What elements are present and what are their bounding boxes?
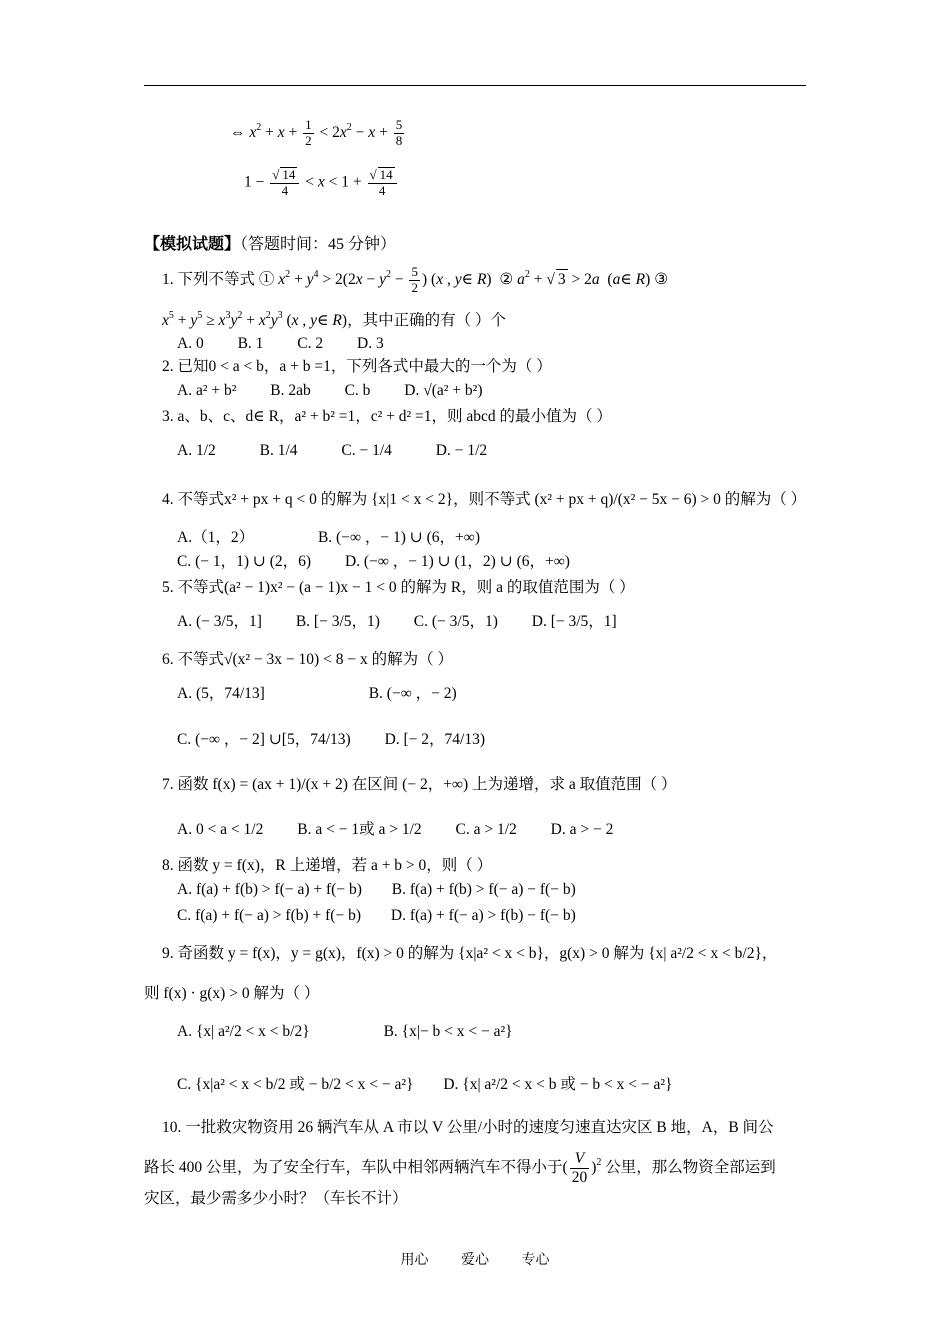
q6-option-a[interactable]: A. (5，74/13] [177, 685, 265, 702]
q5-option-d[interactable]: D. [− 3/5，1] [531, 613, 617, 630]
q6-option-d[interactable]: D. [− 2，74/13) [384, 731, 486, 748]
question-1-stem: 1. 下列不等式 ① $x^2 + y^4 > 2(2x - y^2$ − $\frac{5}{2}$ ) (x , y∈ R) ② $a^2$ + √ 3 > 2a (a∈ R) ③ [162, 265, 668, 296]
q10-text-a: 路长 400 公里，为了安全行车，车队中相邻两辆汽车不得小于 [144, 1158, 563, 1176]
q10-text-b: 公里，那么物资全部运到 [605, 1158, 776, 1176]
question-6-stem: 6. 不等式√(x² − 3x − 10) < 8 − x 的解为（ ） [162, 651, 453, 668]
q1-label-3: ③ [654, 271, 669, 288]
q2-option-d[interactable]: D. √(a² + b²) [404, 382, 483, 399]
q9-option-d[interactable]: D. {x| a²/2 < x < b 或 − b < x < − a²} [443, 1076, 673, 1093]
q1-label: 1. 下列不等式 ① [162, 271, 275, 288]
question-7-stem: 7. 函数 f(x) = (ax + 1)/(x + 2) 在区间 (− 2，+∞) 上为递增，求 a 取值范围（ ） [162, 776, 677, 793]
question-10-line-2: 路长 400 公里，为了安全行车，车队中相邻两辆汽车不得小于( $\frac{V}{20}$ )$^2$ 公里，那么物资全部运到 [144, 1150, 776, 1186]
question-9-options-2 [177, 1075, 672, 1095]
question-1-options [177, 334, 384, 354]
q6-option-b[interactable]: B. (−∞ ，− 2) [368, 685, 457, 702]
q5-option-a[interactable]: A. (− 3/5，1] [177, 613, 262, 630]
q4-option-d[interactable]: D. (−∞ ，− 1) ∪ (1，2) ∪ (6，+∞) [344, 553, 570, 570]
q8-option-a[interactable]: A. f(a) + f(b) > f(− a) + f(− b) [177, 881, 362, 898]
q3-option-a[interactable]: A. 1/2 [177, 442, 216, 459]
section-title-text: 【模拟试题】 [144, 236, 241, 253]
q2-option-c[interactable]: C. b [344, 382, 371, 399]
q2-option-a[interactable]: A. a² + b² [177, 382, 237, 399]
q1-option-b[interactable]: B. 1 [237, 335, 264, 352]
q2-option-b[interactable]: B. 2ab [270, 382, 311, 399]
q7-option-d[interactable]: D. a > − 2 [550, 821, 614, 838]
question-3-options [177, 441, 487, 461]
intro-line-1: ⇔ $x^2 + x$ + $\frac{1}{2}$ < $2x^2 - x$ + $\frac{5}{8}$ [230, 117, 403, 148]
q5-option-b[interactable]: B. [− 3/5，1) [295, 613, 380, 630]
footer-word-1: 用心 [400, 1252, 429, 1268]
q4-option-c[interactable]: C. (− 1，1) ∪ (2，6) [177, 553, 312, 570]
intro-line-2: 1 − √ $\frac{14}{4}$ < x < 1 + √ $\frac{14}{4}$ [244, 167, 399, 199]
q1-option-d[interactable]: D. 3 [357, 335, 384, 352]
q7-option-b[interactable]: B. a < − 1或 a > 1/2 [297, 821, 422, 838]
q1-label-2: ② [499, 271, 518, 288]
q8-option-c[interactable]: C. f(a) + f(− a) > f(b) + f(− b) [177, 907, 361, 924]
q5-option-c[interactable]: C. (− 3/5，1) [413, 613, 498, 630]
question-5-stem: 5. 不等式(a² − 1)x² − (a − 1)x − 1 < 0 的解为 R，则 a 的取值范围为（ ） [162, 579, 635, 596]
question-7-options [177, 820, 613, 840]
q9-option-c[interactable]: C. {x|a² < x < b/2 或 − b/2 < x < − a²} [177, 1076, 414, 1093]
question-8-stem: 8. 函数 y = f(x)，R 上递增，若 a + b > 0，则（ ） [162, 857, 493, 874]
question-4-stem: 4. 不等式x² + px + q < 0 的解为 {x|1 < x < 2}，则不等式 (x² + px + q)/(x² − 5x − 6) > 0 的解为（ ） [162, 491, 807, 508]
q8-option-d[interactable]: D. f(a) + f(− a) > f(b) − f(− b) [390, 907, 576, 924]
question-6-options-1 [177, 684, 457, 704]
q1-option-c[interactable]: C. 2 [297, 335, 324, 352]
question-10-line-3: 灾区，最少需多少小时？（车长不计） [144, 1190, 408, 1207]
q7-option-c[interactable]: C. a > 1/2 [455, 821, 517, 838]
q4-option-b[interactable]: B. (−∞ ，− 1) ∪ (6，+∞) [317, 529, 480, 546]
question-10-line-1: 10. 一批救灾物资用 26 辆汽车从 A 市以 V 公里/小时的速度匀速直达灾区 B 地，A，B 间公 [162, 1119, 774, 1136]
q1-option-a[interactable]: A. 0 [177, 335, 204, 352]
q9-option-a[interactable]: A. {x| a²/2 < x < b/2} [177, 1023, 310, 1040]
question-8-options-1 [177, 880, 576, 900]
question-9-stem: 9. 奇函数 y = f(x)，y = g(x)，f(x) > 0 的解为 {x|a² < x < b}，g(x) > 0 解为 {x| a²/2 < x < b/2}， [162, 945, 778, 962]
q1-tail: ，其中正确的有（ ）个 [347, 312, 506, 329]
question-1-stem-2: $x^5 + y^5 \ge x^3y^2 + x^2y^3$ (x , y∈ R)，其中正确的有（ ）个 [162, 310, 506, 329]
q3-option-b[interactable]: B. 1/4 [259, 442, 298, 459]
question-9-stem-2: 则 f(x) · g(x) > 0 解为（ ） [144, 985, 320, 1002]
question-2-options [177, 381, 483, 401]
q3-option-c[interactable]: C. − 1/4 [341, 442, 392, 459]
section-subtitle: （答题时间：45 分钟） [240, 236, 397, 253]
header-rule [144, 85, 806, 86]
section-title [144, 235, 396, 255]
page-footer [0, 1249, 950, 1269]
footer-word-2: 爱心 [461, 1252, 489, 1268]
question-6-options-2 [177, 730, 485, 750]
q9-option-b[interactable]: B. {x|− b < x < − a²} [383, 1023, 513, 1040]
q6-option-c[interactable]: C. (−∞ ，− 2] ∪[5，74/13) [177, 731, 351, 748]
q3-option-d[interactable]: D. − 1/2 [435, 442, 488, 459]
question-4-options-1 [177, 528, 480, 548]
q4-option-a[interactable]: A.（1，2） [177, 529, 255, 546]
question-4-options-2 [177, 552, 570, 572]
question-9-options-1 [177, 1022, 513, 1042]
q8-option-b[interactable]: B. f(a) + f(b) > f(− a) − f(− b) [391, 881, 576, 898]
question-8-options-2 [177, 906, 576, 926]
footer-word-3: 专心 [521, 1252, 550, 1268]
question-5-options [177, 612, 617, 632]
q7-option-a[interactable]: A. 0 < a < 1/2 [177, 821, 264, 838]
question-3-stem: 3. a、b、c、d∈ R，a² + b² =1，c² + d² =1，则 abcd 的最小值为（ ） [162, 408, 612, 425]
question-2-stem: 2. 已知0 < a < b，a + b =1，下列各式中最大的一个为（ ） [162, 358, 552, 375]
